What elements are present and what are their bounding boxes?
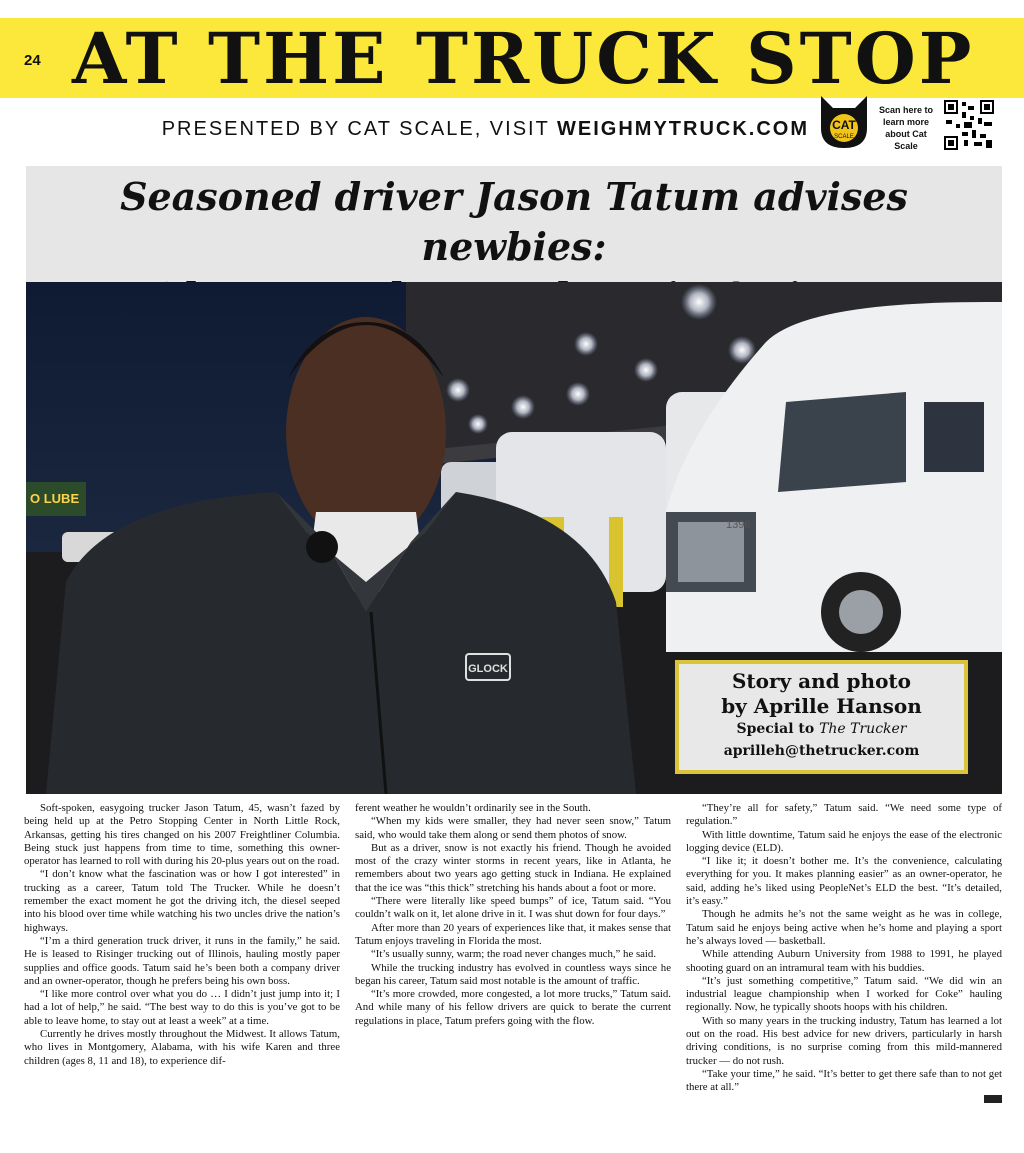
paragraph: Soft-spoken, easygoing trucker Jason Tatum, 45, wasn’t fazed by being held up at the Petro Stopping Center in North Little Rock, Arkansas, getting his tires changed on his 2007 Freightliner Columbia. Being stuck just happens from time to time, something this owner-operator has learned to roll with during his 20-plus years out on the road. bbox=[24, 802, 340, 868]
paragraph: “When my kids were smaller, they had never seen snow,” Tatum said, who would take them along or send them photos of snow. bbox=[355, 815, 671, 841]
truck-number: 1396 bbox=[726, 519, 751, 531]
photo-credit-box bbox=[675, 660, 968, 774]
paragraph: After more than 20 years of experiences like that, it makes sense that Tatum enjoys traveling in Florida the most. bbox=[355, 921, 671, 947]
paragraph: Though he admits he’s not the same weight as he was in college, Tatum said he enjoys being active when he’s home and playing a sport he’s always loved — basketball. bbox=[686, 908, 1002, 947]
credit-special-prefix: Special to bbox=[736, 721, 820, 737]
article-column-1 bbox=[24, 802, 340, 1122]
shirt-logo-text: GLOCK bbox=[468, 663, 508, 675]
qr-code-icon[interactable] bbox=[944, 100, 994, 150]
headline-line-1: Seasoned driver Jason Tatum advises newbies: bbox=[120, 174, 908, 269]
article-body bbox=[24, 802, 1002, 1122]
sponsor-line bbox=[162, 118, 809, 141]
sponsor-website-link[interactable]: WEIGHMYTRUCK.COM bbox=[557, 118, 809, 140]
article-column-3 bbox=[686, 802, 1002, 1122]
paragraph: “It’s usually sunny, warm; the road never changes much,” he said. bbox=[371, 948, 657, 961]
paragraph: “It’s more crowded, more congested, a lot more trucks,” Tatum said. And while many of his fellow drivers are quick to berate the current regulations in place, Tatum prefers going with the flow. bbox=[355, 988, 671, 1027]
paragraph: “I don’t know what the fascination was or how I got interested” in trucking as a career, Tatum told The Trucker. While he doesn’t remember the exact moment he got the driving itch, the diesel seeped into his blood over time while watching his two uncles drive the nation’s highways. bbox=[24, 868, 340, 934]
page-number: 24 bbox=[24, 52, 41, 69]
article-column-2 bbox=[355, 802, 671, 1122]
paragraph: “It’s just something competitive,” Tatum said. “We did win an industrial league championship when I worked for Coke” hauling regionally. Now, he typically shoots hoops with his children. bbox=[686, 974, 1002, 1014]
paragraph: ferent weather he wouldn’t ordinarily see in the South. bbox=[355, 802, 591, 814]
paragraph: “They’re all for safety,” Tatum said. “We need some type of regulation.” bbox=[686, 802, 1002, 828]
paragraph: But as a driver, snow is not exactly his friend. Though he avoided most of the crazy winter storms in recent years, like in Atlanta, he remembers about two years ago getting stuck in Indiana. He explained that the ice was “this thick” stretching his hands about a foot or more. bbox=[355, 841, 671, 894]
paragraph: “I like it; it doesn’t bother me. It’s the convenience, calculating everything for you. It makes planning easier” as an owner-operator, he said, adding he’s liked using PeopleNet’s ELD the best. “It’s detailed, it’s easy.” bbox=[686, 855, 1002, 908]
paragraph: “I like more control over what you do … I didn’t just jump into it; I had a lot of help,” he said. “The best way to do this is you’ve got to be able to leave home, to stay out at least a week” at a time. bbox=[24, 988, 340, 1027]
scan-instructions: Scan here to learn more about Cat Scale bbox=[878, 105, 934, 151]
credit-line-2: by Aprille Hanson bbox=[721, 694, 922, 718]
paragraph: While attending Auburn University from 1988 to 1991, he played shooting guard on an intramural team with his buddies. bbox=[686, 948, 1002, 974]
cat-scale-logo bbox=[817, 92, 871, 150]
cat-logo-text: CAT bbox=[832, 118, 856, 132]
paragraph: With so many years in the trucking industry, Tatum has learned a lot out on the road. His best advice for new drivers, particularly in harsh driving conditions, is no surprise coming from this mild-mannered trucker — do not rush. bbox=[686, 1014, 1002, 1067]
lube-sign-text: O LUBE bbox=[30, 491, 80, 506]
section-title: AT THE TRUCK STOP bbox=[72, 17, 975, 100]
paragraph: “Take your time,” he said. “It’s better to get there safe than to not get there at all.” bbox=[686, 1067, 1002, 1094]
credit-special bbox=[679, 718, 964, 740]
paragraph: While the trucking industry has evolved in countless ways since he began his career, Tatum said most notable is the amount of traffic. bbox=[355, 961, 671, 987]
paragraph: With little downtime, Tatum said he enjoys the ease of the electronic logging device (ELD). bbox=[686, 828, 1002, 854]
sponsor-prefix: PRESENTED BY CAT SCALE, VISIT bbox=[161, 118, 558, 140]
cat-logo-sub: SCALE bbox=[834, 134, 854, 140]
section-banner bbox=[0, 18, 1024, 98]
credit-email-link[interactable]: aprilleh@thetrucker.com bbox=[723, 743, 920, 759]
paragraph: “There were literally like speed bumps” of ice, Tatum said. “You couldn’t walk on it, let alone drive in it. I was shut down for four days.” bbox=[355, 895, 671, 921]
credit-publication: The Trucker bbox=[819, 721, 907, 737]
paragraph: “I’m a third generation truck driver, it runs in the family,” he said. He is leased to Risinger trucking out of Illinois, hauling mostly paper supplies and office goods. Tatum said he’s been both a company driver and an owner-operator, though he prefers being his own boss. bbox=[24, 934, 340, 987]
headline-box bbox=[26, 166, 1002, 282]
credit-line-1: Story and photo bbox=[731, 669, 912, 693]
paragraph: Currently he drives mostly throughout the Midwest. It allows Tatum, who lives in Montgomery, Alabama, with his wife Karen and three children (ages 8, 11 and 18), to experience dif- bbox=[24, 1028, 340, 1067]
truck-end-mark-icon bbox=[984, 1095, 1002, 1103]
